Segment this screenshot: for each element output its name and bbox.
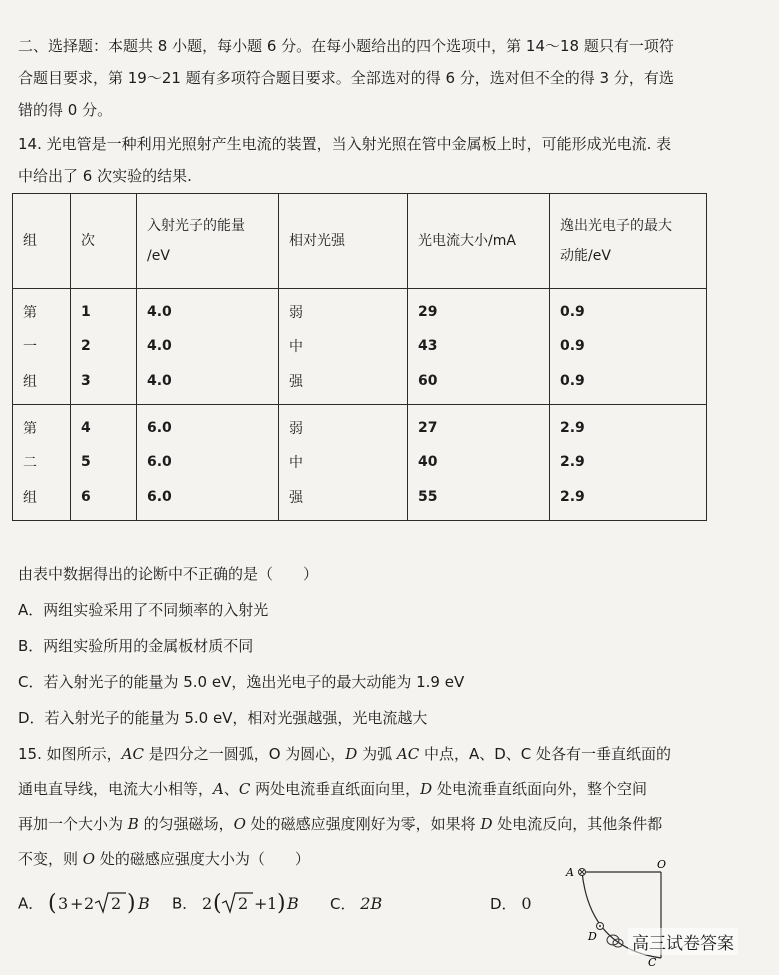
svg-text:2: 2 bbox=[84, 894, 95, 913]
energy-value: 4.0 bbox=[147, 338, 172, 355]
current-value: 60 bbox=[418, 373, 438, 390]
trial-number: 5 bbox=[81, 454, 91, 471]
svg-text:3: 3 bbox=[58, 894, 69, 913]
table-row-group-1 bbox=[13, 289, 707, 405]
trial-number: 3 bbox=[81, 373, 91, 390]
header-group: 组 bbox=[13, 194, 71, 289]
q14-question: 由表中数据得出的论断中不正确的是（ ） bbox=[18, 565, 319, 583]
q15-stem-line bbox=[18, 772, 760, 807]
current-value: 40 bbox=[418, 454, 438, 471]
energy-cell bbox=[137, 289, 279, 405]
kinetic-value: 2.9 bbox=[560, 489, 585, 506]
q15-text: 处的磁感应强度大小为（ ） bbox=[95, 850, 310, 868]
intensity-value: 强 bbox=[289, 374, 303, 391]
intensity-value: 弱 bbox=[289, 420, 303, 437]
section-header-line: 合题目要求，第 19～21 题有多项符合题目要求。全部选对的得 6 分，选对但不全的得 3 分，有选 bbox=[18, 69, 674, 87]
kinetic-value: 0.9 bbox=[560, 373, 585, 390]
intensity-value: 中 bbox=[289, 455, 303, 472]
svg-text:(: ( bbox=[213, 891, 222, 916]
watermark: 高三试卷答案 bbox=[628, 928, 738, 955]
current-value: 43 bbox=[418, 338, 438, 355]
q15-text: 是四分之一圆弧，O 为圆心， bbox=[143, 745, 346, 763]
experiment-table bbox=[12, 193, 707, 521]
q15-option-b[interactable] bbox=[172, 889, 302, 919]
svg-text:2: 2 bbox=[238, 894, 249, 913]
svg-text:(: ( bbox=[48, 891, 57, 916]
q15-option-a-label: A． bbox=[18, 894, 44, 913]
q15-stem-line bbox=[18, 807, 760, 842]
q15-stem bbox=[18, 737, 760, 877]
q14-option-b[interactable]: B．两组实验所用的金属板材质不同 bbox=[18, 637, 254, 655]
svg-text:1: 1 bbox=[267, 894, 278, 913]
header-kinetic-line1: 逸出光电子的最大 bbox=[560, 218, 672, 234]
q15-stem-line bbox=[18, 737, 760, 772]
header-intensity: 相对光强 bbox=[279, 194, 408, 289]
q14-option-a[interactable]: A．两组实验采用了不同频率的入射光 bbox=[18, 601, 269, 619]
q15-var: B bbox=[127, 815, 139, 833]
q15-text: 中点，A、D、C 处各有一垂直纸面的 bbox=[419, 745, 672, 763]
svg-text:2: 2 bbox=[111, 894, 122, 913]
q15-option-b-label: B． bbox=[172, 894, 198, 913]
q15-option-d-value: 0 bbox=[521, 894, 532, 913]
label-d: D bbox=[588, 930, 597, 943]
trial-cell bbox=[71, 289, 137, 405]
q15-text: 两处电流垂直纸面向里， bbox=[250, 780, 421, 798]
q14-stem bbox=[18, 128, 760, 192]
group-label-char: 二 bbox=[23, 455, 37, 472]
current-cell bbox=[408, 289, 550, 405]
group-label-char: 组 bbox=[23, 374, 37, 391]
q15-text: 15. 如图所示， bbox=[18, 745, 122, 763]
trial-number: 4 bbox=[81, 419, 91, 436]
intensity-cell bbox=[279, 289, 408, 405]
header-kinetic-line2: 动能/eV bbox=[560, 248, 611, 264]
q14-stem-line: 14. 光电管是一种利用光照射产生电流的装置，当入射光照在管中金属板上时，可能形成光电流. 表 bbox=[18, 135, 672, 153]
q15-text: 处电流反向，其他条件都 bbox=[492, 815, 663, 833]
kinetic-value: 0.9 bbox=[560, 338, 585, 355]
table-header-row bbox=[13, 194, 707, 289]
q15-text: 再加一个大小为 bbox=[18, 815, 128, 833]
trial-number: 6 bbox=[81, 489, 91, 506]
q15-var: D bbox=[480, 815, 493, 833]
label-c: C bbox=[648, 956, 657, 968]
q15-text: 通电直导线，电流大小相等， bbox=[18, 780, 214, 798]
header-current: 光电流大小/mA bbox=[408, 194, 550, 289]
q15-var: C bbox=[238, 780, 251, 798]
q15-var: D bbox=[420, 780, 433, 798]
q15-option-c-label: C． bbox=[330, 895, 356, 913]
energy-value: 6.0 bbox=[147, 419, 172, 436]
group-label-cell bbox=[13, 289, 71, 405]
kinetic-value: 0.9 bbox=[560, 303, 585, 320]
header-photon-energy bbox=[137, 194, 279, 289]
label-o: O bbox=[657, 858, 667, 871]
group-label-char: 组 bbox=[23, 490, 37, 507]
q15-text: 处的磁感应强度刚好为零，如果将 bbox=[245, 815, 481, 833]
q15-var: D bbox=[345, 745, 358, 763]
q15-var: AC bbox=[396, 745, 420, 763]
q14-option-d[interactable]: D．若入射光子的能量为 5.0 eV，相对光强越强，光电流越大 bbox=[18, 709, 428, 727]
q15-option-a[interactable] bbox=[18, 889, 160, 919]
group-label-char: 一 bbox=[23, 339, 37, 356]
q15-text: 为弧 bbox=[357, 745, 397, 763]
kinetic-value: 2.9 bbox=[560, 419, 585, 436]
section-header-line: 二、选择题：本题共 8 小题，每小题 6 分。在每小题给出的四个选项中，第 14～18 题只有一项符 bbox=[18, 37, 674, 55]
trial-number: 1 bbox=[81, 303, 91, 320]
q15-option-c-value: 2B bbox=[360, 894, 383, 913]
svg-text:): ) bbox=[277, 891, 286, 916]
header-kinetic-energy bbox=[550, 194, 707, 289]
svg-text:B: B bbox=[138, 894, 150, 913]
section-header bbox=[18, 30, 760, 126]
header-trial: 次 bbox=[71, 194, 137, 289]
q15-var: AC bbox=[121, 745, 144, 763]
svg-text:B: B bbox=[287, 894, 299, 913]
current-cell bbox=[408, 405, 550, 521]
energy-value: 6.0 bbox=[147, 454, 172, 471]
q14-option-c[interactable]: C．若入射光子的能量为 5.0 eV，逸出光电子的最大动能为 1.9 eV bbox=[18, 673, 465, 691]
q15-option-a-formula bbox=[48, 889, 160, 919]
svg-text:+: + bbox=[254, 894, 268, 913]
trial-number: 2 bbox=[81, 338, 91, 355]
kinetic-cell bbox=[550, 289, 707, 405]
group-label-char: 第 bbox=[23, 304, 37, 321]
q15-var: O bbox=[82, 850, 96, 868]
group-label-char: 第 bbox=[23, 420, 37, 437]
svg-text:+: + bbox=[70, 894, 84, 913]
current-value: 55 bbox=[418, 489, 438, 506]
table-row-group-2 bbox=[13, 405, 707, 521]
intensity-value: 强 bbox=[289, 490, 303, 507]
label-a: A bbox=[566, 866, 574, 879]
q14-question-block bbox=[18, 556, 760, 736]
current-value: 27 bbox=[418, 419, 438, 436]
q15-option-c[interactable] bbox=[330, 893, 382, 914]
wechat-icon bbox=[606, 934, 624, 948]
q15-var: O bbox=[233, 815, 246, 833]
svg-text:): ) bbox=[127, 891, 136, 916]
kinetic-value: 2.9 bbox=[560, 454, 585, 471]
q15-option-d[interactable] bbox=[490, 893, 532, 914]
energy-value: 6.0 bbox=[147, 489, 172, 506]
energy-value: 4.0 bbox=[147, 373, 172, 390]
q14-stem-line: 中给出了 6 次实验的结果. bbox=[18, 167, 192, 185]
energy-cell bbox=[137, 405, 279, 521]
svg-text:2: 2 bbox=[202, 894, 213, 913]
header-photon-energy-line1: 入射光子的能量 bbox=[147, 218, 245, 234]
q15-text: 不变，则 bbox=[18, 850, 83, 868]
intensity-value: 中 bbox=[289, 339, 303, 356]
q15-option-d-label: D． bbox=[490, 895, 517, 913]
section-header-line: 错的得 0 分。 bbox=[18, 101, 113, 119]
header-photon-energy-line2: /eV bbox=[147, 248, 170, 264]
intensity-cell bbox=[279, 405, 408, 521]
q15-text: 的匀强磁场， bbox=[138, 815, 234, 833]
group-label-cell bbox=[13, 405, 71, 521]
q15-text: 处电流垂直纸面向外，整个空间 bbox=[432, 780, 647, 798]
q15-option-b-formula bbox=[202, 889, 302, 919]
q15-text: 、 bbox=[223, 780, 239, 798]
intensity-value: 弱 bbox=[289, 304, 303, 321]
q15-var: A bbox=[213, 780, 224, 798]
trial-cell bbox=[71, 405, 137, 521]
kinetic-cell bbox=[550, 405, 707, 521]
current-value: 29 bbox=[418, 303, 438, 320]
energy-value: 4.0 bbox=[147, 303, 172, 320]
dot-mark-icon bbox=[599, 925, 601, 927]
